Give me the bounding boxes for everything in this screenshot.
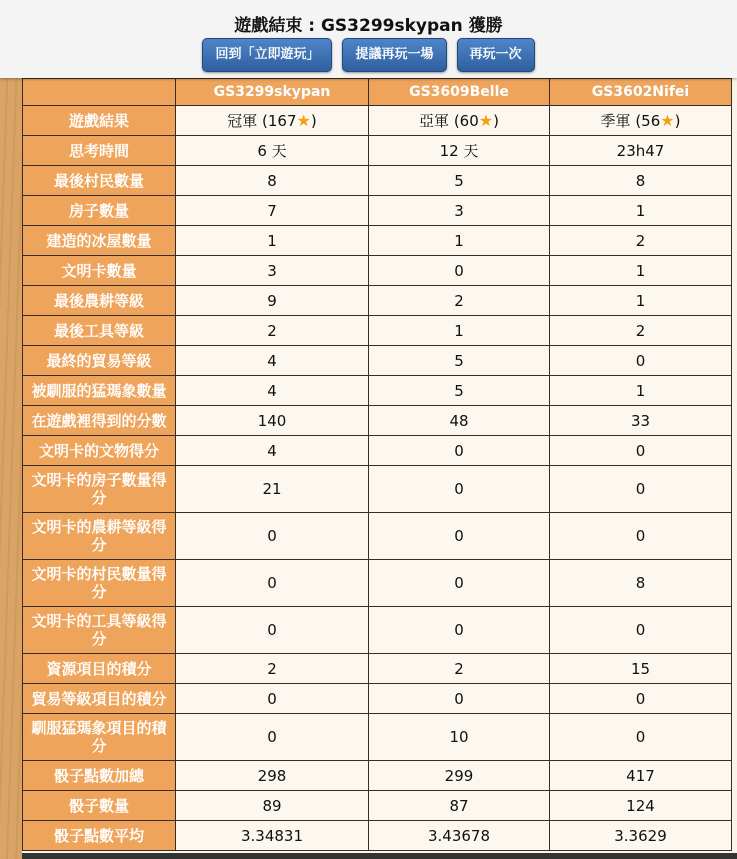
table-row [23,761,732,791]
stat-cell: 0 [369,607,550,654]
row-label: 遊戲結果 [23,106,176,136]
table-row [23,513,732,560]
row-label: 被馴服的猛瑪象數量 [23,376,176,406]
table-row [23,791,732,821]
stat-cell: 3.34831 [176,821,369,851]
stat-cell: 3.3629 [550,821,732,851]
star-icon: ★ [296,111,311,130]
table-row [23,607,732,654]
row-label: 骰子點數加總 [23,761,176,791]
table-row [23,226,732,256]
stat-cell: 0 [369,560,550,607]
row-label: 最後村民數量 [23,166,176,196]
stat-cell: 3.43678 [369,821,550,851]
table-row [23,821,732,851]
stat-cell: 0 [369,466,550,513]
rank-text: 冠軍 [227,112,258,130]
table-row-result [23,106,732,136]
stat-cell: 4 [176,436,369,466]
player-header[interactable]: GS3602Nifei [550,79,732,106]
stat-cell: 89 [176,791,369,821]
row-label: 文明卡的房子數量得分 [23,466,176,513]
stat-cell: 4 [176,346,369,376]
result-cell: 冠軍 (167★) [176,106,369,136]
stat-cell: 417 [550,761,732,791]
stat-cell: 298 [176,761,369,791]
stat-cell: 3 [369,196,550,226]
stat-cell: 23h47 [550,136,732,166]
stat-cell: 9 [176,286,369,316]
stat-cell: 0 [369,436,550,466]
table-row [23,136,732,166]
score-text: 56 [641,112,661,130]
row-label: 骰子數量 [23,791,176,821]
row-label: 最終的貿易等級 [23,346,176,376]
stat-cell: 0 [550,607,732,654]
row-label: 最後工具等級 [23,316,176,346]
row-label: 文明卡的工具等級得分 [23,607,176,654]
stat-cell: 0 [369,684,550,714]
row-label: 房子數量 [23,196,176,226]
stat-cell: 12 天 [369,136,550,166]
stat-cell: 140 [176,406,369,436]
rank-text: 季軍 [600,112,631,130]
stat-cell: 1 [176,226,369,256]
player-header[interactable]: GS3299skypan [176,79,369,106]
table-row [23,346,732,376]
table-row [23,196,732,226]
propose-rematch-button[interactable]: 提議再玩一場 [342,38,446,72]
stat-cell: 8 [550,560,732,607]
row-label: 建造的冰屋數量 [23,226,176,256]
table-row [23,166,732,196]
table-row [23,560,732,607]
table-row [23,684,732,714]
row-label: 最後農耕等級 [23,286,176,316]
result-cell: 季軍 (56★) [550,106,732,136]
page-header [0,0,737,78]
row-label: 馴服猛瑪象項目的積分 [23,714,176,761]
stat-cell: 0 [176,560,369,607]
stat-cell: 0 [369,256,550,286]
stat-cell: 1 [550,196,732,226]
table-row [23,376,732,406]
page-title: 遊戲結束 : GS3299skypan 獲勝 [234,16,503,36]
stat-cell: 5 [369,166,550,196]
stat-cell: 0 [550,466,732,513]
stat-cell: 10 [369,714,550,761]
stat-cell: 33 [550,406,732,436]
star-icon: ★ [478,111,494,130]
table-corner [23,79,176,106]
stat-cell: 7 [176,196,369,226]
stat-cell: 2 [550,226,732,256]
stat-cell: 3 [176,256,369,286]
stat-cell: 21 [176,466,369,513]
result-cell: 亞軍 (60★) [369,106,550,136]
stat-cell: 5 [369,346,550,376]
score-text: 167 [267,112,297,130]
stat-cell: 1 [550,286,732,316]
table-row [23,286,732,316]
player-header[interactable]: GS3609Belle [369,79,550,106]
stat-cell: 1 [550,256,732,286]
row-label: 骰子點數平均 [23,821,176,851]
bottom-scroll-bar [22,853,737,859]
row-label: 思考時間 [23,136,176,166]
row-label: 文明卡數量 [23,256,176,286]
stat-cell: 48 [369,406,550,436]
table-row [23,256,732,286]
row-label: 文明卡的文物得分 [23,436,176,466]
row-label: 資源項目的積分 [23,654,176,684]
stat-cell: 87 [369,791,550,821]
stat-cell: 2 [369,286,550,316]
table-row [23,654,732,684]
stat-cell: 4 [176,376,369,406]
table-row [23,436,732,466]
table-row [23,406,732,436]
stat-cell: 5 [369,376,550,406]
stat-cell: 6 天 [176,136,369,166]
row-label: 貿易等級項目的積分 [23,684,176,714]
stat-cell: 0 [550,346,732,376]
stat-cell: 2 [550,316,732,346]
stat-cell: 2 [176,316,369,346]
stat-cell: 0 [550,714,732,761]
stat-cell: 0 [176,714,369,761]
table-row [23,714,732,761]
star-icon: ★ [660,111,675,130]
stat-cell: 8 [550,166,732,196]
table-row [23,466,732,513]
score-text: 60 [459,112,479,130]
stat-cell: 0 [550,436,732,466]
stat-cell: 0 [176,513,369,560]
stat-cell: 15 [550,654,732,684]
row-label: 在遊戲裡得到的分數 [23,406,176,436]
stat-cell: 0 [176,607,369,654]
play-again-button[interactable]: 再玩一次 [457,38,535,72]
stat-cell: 0 [550,684,732,714]
stat-cell: 0 [369,513,550,560]
stat-cell: 2 [369,654,550,684]
stat-cell: 1 [550,376,732,406]
action-buttons [0,38,737,72]
table-row [23,316,732,346]
row-label: 文明卡的農耕等級得分 [23,513,176,560]
stat-cell: 0 [550,513,732,560]
stat-cell: 299 [369,761,550,791]
stat-cell: 1 [369,316,550,346]
stat-cell: 8 [176,166,369,196]
rank-text: 亞軍 [419,112,450,130]
stat-cell: 1 [369,226,550,256]
stat-cell: 124 [550,791,732,821]
stat-cell: 0 [176,684,369,714]
back-to-play-now-button[interactable]: 回到「立即遊玩」 [202,38,332,72]
stat-cell: 2 [176,654,369,684]
row-label: 文明卡的村民數量得分 [23,560,176,607]
results-table [22,78,732,851]
